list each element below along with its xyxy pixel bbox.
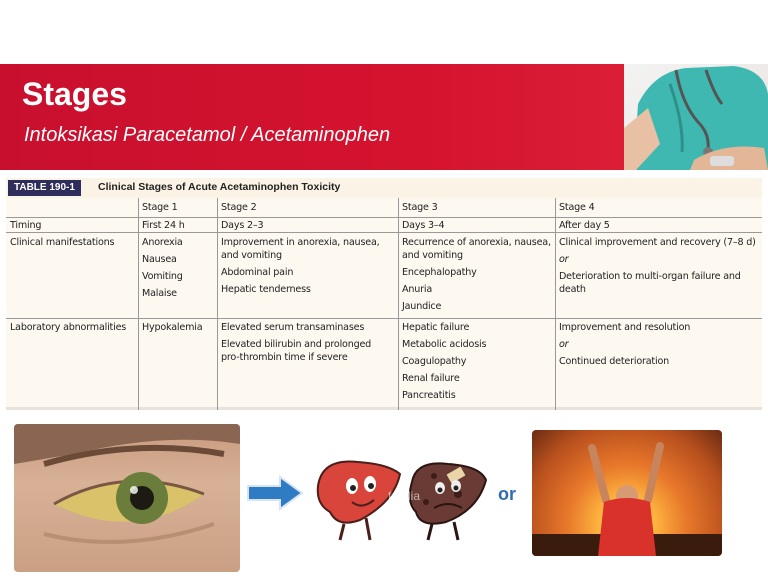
lab-stage-1: [142, 322, 214, 339]
table-line: Anuria: [402, 283, 433, 295]
header-stage-1: Stage 1: [142, 202, 178, 213]
column-divider: [398, 198, 399, 410]
recovery-photo: [532, 430, 722, 556]
table-line: Elevated serum transaminases: [221, 322, 365, 333]
table-line: Pancreatitis: [402, 390, 456, 401]
table-caption: Clinical Stages of Acute Acetaminophen Toxicity: [98, 181, 341, 193]
table-line: Hypokalemia: [142, 322, 203, 333]
row-divider: [6, 217, 762, 218]
lab-stage-3: [402, 322, 552, 407]
table-line: Nausea: [142, 254, 177, 265]
table-line: Encephalopathy: [402, 266, 477, 278]
clinical-stage-2: [221, 237, 395, 301]
watermark-text: fotolia: [388, 489, 421, 503]
column-divider: [555, 198, 556, 410]
row-divider: [6, 232, 762, 233]
header-stage-3: Stage 3: [402, 202, 438, 213]
table-line: Vomiting: [142, 271, 183, 282]
table-line: Recurrence of anorexia, nausea, and vomiting: [402, 237, 551, 261]
slide-title: Stages: [22, 76, 127, 112]
timing-stage-1: First 24 h: [142, 220, 185, 231]
jaundiced-eye-photo: [14, 424, 240, 572]
clinical-stage-1: [142, 237, 214, 305]
timing-stage-4: After day 5: [559, 220, 610, 231]
table-line: Hepatic tenderness: [221, 283, 311, 295]
table-line: Malaise: [142, 288, 177, 299]
toxicity-stages-table: [6, 178, 762, 410]
or-label: or: [498, 484, 516, 504]
table-line: Coagulopathy: [402, 356, 467, 367]
table-line: or: [559, 339, 569, 350]
column-divider: [217, 198, 218, 410]
table-caption-bar: [6, 178, 762, 198]
table-line: Renal failure: [402, 373, 460, 384]
header-stage-4: Stage 4: [559, 202, 595, 213]
clinical-stage-3: [402, 237, 552, 318]
row-divider: [6, 318, 762, 319]
doctor-photo: [624, 64, 768, 170]
table-grid: [6, 198, 762, 410]
table-line: Continued deterioration: [559, 356, 670, 367]
header-stage-2: Stage 2: [221, 202, 257, 213]
table-line: or: [559, 254, 569, 265]
table-line: Metabolic acidosis: [402, 339, 487, 350]
row-label-timing: Timing: [10, 220, 42, 231]
table-line: Clinical improvement and recovery (7–8 d): [559, 237, 756, 248]
table-line: Anorexia: [142, 237, 183, 248]
lab-stage-2: [221, 322, 381, 369]
table-line: Jaundice: [402, 300, 442, 312]
table-line: Improvement in anorexia, nausea, and vomiting: [221, 237, 380, 261]
table-number-tag: TABLE 190-1: [8, 180, 81, 196]
lab-stage-4: [559, 322, 759, 373]
table-line: Hepatic failure: [402, 322, 470, 333]
slide-subtitle: Intoksikasi Paracetamol / Acetaminophen: [24, 124, 391, 146]
table-line: Deterioration to multi-organ failure and death: [559, 271, 741, 295]
row-label-laboratory: Laboratory abnormalities: [10, 322, 127, 333]
table-line: Improvement and resolution: [559, 322, 691, 333]
arrow-right-icon: [244, 474, 306, 512]
clinical-stage-4: [559, 237, 759, 301]
table-line: Elevated bilirubin and prolonged pro-thrombin time if severe: [221, 339, 372, 363]
column-divider: [138, 198, 139, 410]
liver-illustration: [308, 446, 494, 546]
row-label-clinical: Clinical manifestations: [10, 237, 115, 248]
timing-stage-3: Days 3–4: [402, 220, 445, 231]
table-line: Abdominal pain: [221, 266, 294, 278]
timing-stage-2: Days 2–3: [221, 220, 264, 231]
